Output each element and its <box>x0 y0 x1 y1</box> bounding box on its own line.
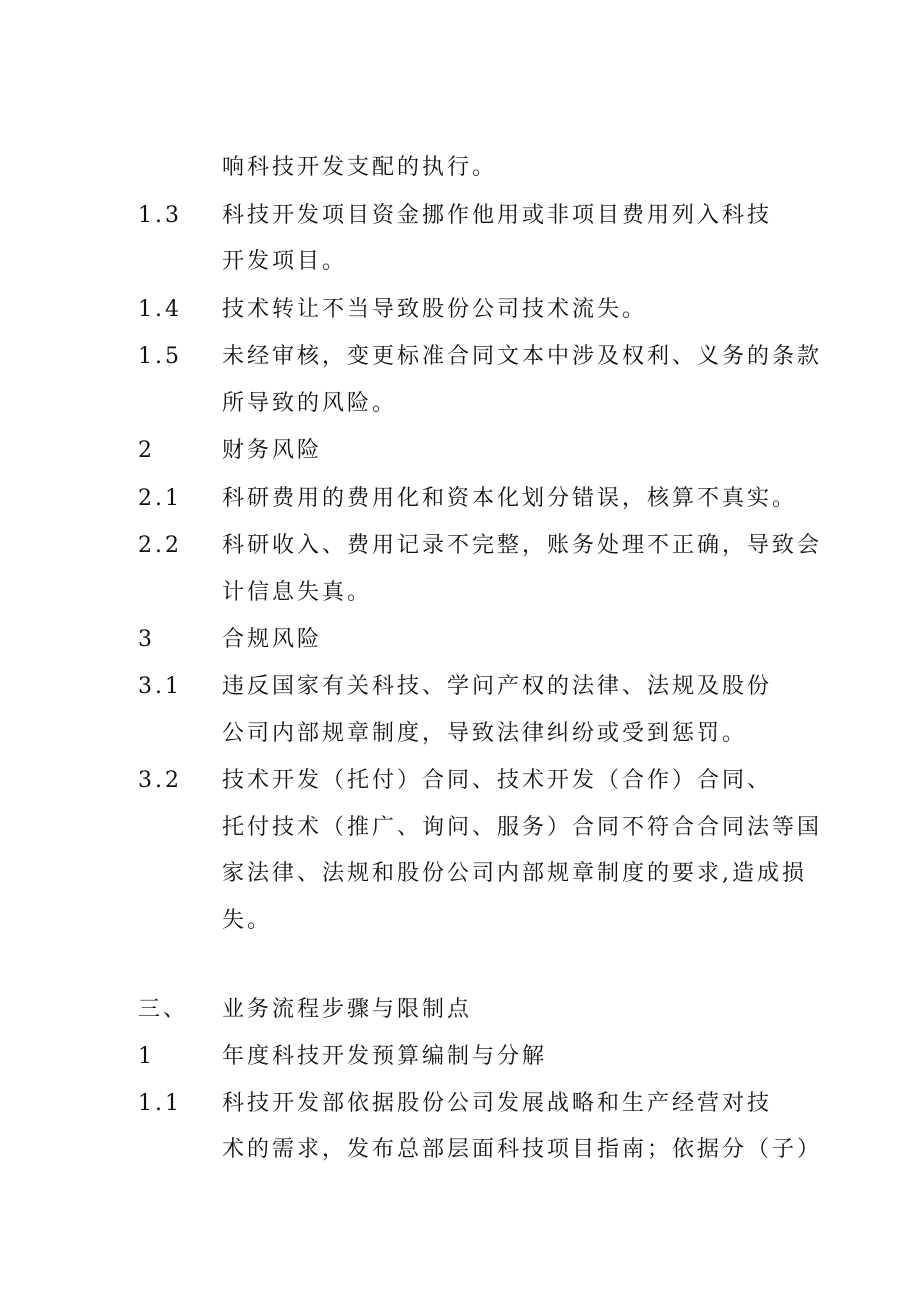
line-text: 科研收入、费用记录不完整，账务处理不正确，导致会 <box>222 533 823 558</box>
line-number: 3.2 <box>138 768 182 793</box>
line-number: 3.1 <box>138 674 182 699</box>
text-line <box>0 337 920 377</box>
line-text: 失。 <box>222 908 273 933</box>
line-number: 三、 <box>138 997 189 1022</box>
text-line <box>0 573 920 613</box>
text-line <box>0 148 920 188</box>
line-text: 年度科技开发预算编制与分解 <box>222 1044 548 1069</box>
line-text: 术的需求，发布总部层面科技项目指南；依据分（子） <box>222 1137 823 1162</box>
line-text: 财务风险 <box>222 438 323 463</box>
line-text: 未经审核，变更标准合同文本中涉及权利、义务的条款 <box>222 344 823 369</box>
text-line <box>0 1130 920 1170</box>
line-number: 1 <box>138 1044 155 1069</box>
line-text: 响科技开发支配的执行。 <box>222 155 498 180</box>
line-text: 违反国家有关科技、学问产权的法律、法规及股份 <box>222 674 773 699</box>
text-line <box>0 196 920 236</box>
line-text: 合规风险 <box>222 627 323 652</box>
text-line <box>0 620 920 660</box>
line-number: 1.5 <box>138 344 182 369</box>
line-text: 科研费用的费用化和资本化划分错误，核算不真实。 <box>222 486 798 511</box>
text-line <box>0 1084 920 1124</box>
line-text: 计信息失真。 <box>222 580 373 605</box>
text-line <box>0 479 920 519</box>
text-line <box>0 526 920 566</box>
line-text: 家法律、法规和股份公司内部规章制度的要求,造成损 <box>222 861 807 886</box>
line-number: 3 <box>138 627 155 652</box>
text-line <box>0 761 920 801</box>
line-number: 2.2 <box>138 533 182 558</box>
line-text: 技术转让不当导致股份公司技术流失。 <box>222 297 648 322</box>
text-line <box>0 1037 920 1077</box>
text-line <box>0 242 920 282</box>
text-line <box>0 808 920 848</box>
line-text: 托付技术（推广、询问、服务）合同不符合合同法等国 <box>222 815 823 840</box>
line-text: 科技开发项目资金挪作他用或非项目费用列入科技 <box>222 203 773 228</box>
line-text: 所导致的风险。 <box>222 391 398 416</box>
text-line <box>0 431 920 471</box>
line-number: 2 <box>138 438 155 463</box>
text-line <box>0 384 920 424</box>
section-heading <box>0 990 920 1030</box>
text-line <box>0 290 920 330</box>
line-number: 1.3 <box>138 203 182 228</box>
text-line <box>0 901 920 941</box>
text-line <box>0 667 920 707</box>
line-text: 科技开发部依据股份公司发展战略和生产经营对技 <box>222 1091 773 1116</box>
line-number: 2.1 <box>138 486 182 511</box>
line-number: 1.4 <box>138 297 182 322</box>
text-line <box>0 854 920 894</box>
line-text: 开发项目。 <box>222 249 348 274</box>
line-text: 公司内部规章制度，导致法律纠纷或受到惩罚。 <box>222 721 748 746</box>
line-number: 1.1 <box>138 1091 182 1116</box>
line-text: 业务流程步骤与限制点 <box>222 997 473 1022</box>
line-text: 技术开发（托付）合同、技术开发（合作）合同、 <box>222 768 773 793</box>
text-line <box>0 714 920 754</box>
